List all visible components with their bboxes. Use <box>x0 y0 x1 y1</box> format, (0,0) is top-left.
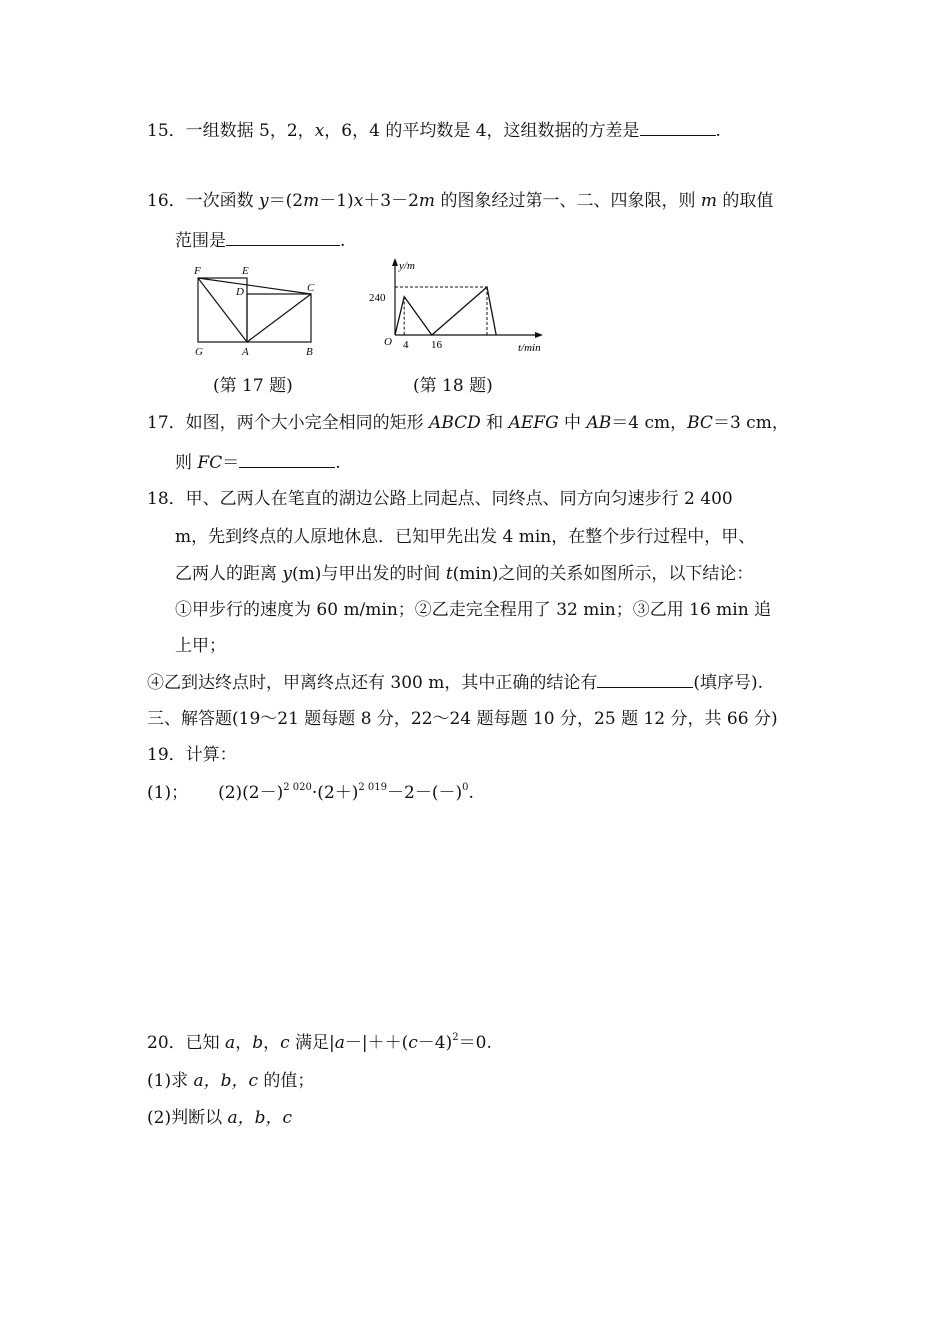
label-b: B <box>306 346 313 358</box>
answer-blank-18[interactable] <box>597 669 693 688</box>
answer-blank-16[interactable] <box>226 227 340 246</box>
exponent: 0 <box>462 782 469 793</box>
q18-line3-b: (m)与甲出发的时间 <box>292 564 446 584</box>
q17-t1: 如图，两个大小完全相同的矩形 <box>185 413 430 433</box>
q19-part-2 <box>218 783 474 803</box>
question-number: 16． <box>147 191 186 211</box>
question-18-line6 <box>147 669 763 696</box>
q19-p2-b: ·(2＋) <box>311 783 359 803</box>
x-axis-arrow <box>535 332 543 338</box>
var-x: x <box>353 191 364 211</box>
exponent: 2 019 <box>358 782 388 793</box>
var-c: c <box>408 1033 418 1053</box>
question-19-parts <box>147 780 474 806</box>
segment-fc-text: FC <box>197 453 223 473</box>
q16-t5: 的图象经过第一、二、四象限，则 <box>435 191 701 211</box>
question-18-line4: ①甲步行的速度为 60 m/min；②乙走完全程用了 32 min；③乙用 16 min 追 <box>175 600 772 620</box>
x-tick-16: 16 <box>431 339 442 351</box>
q17-t5: ＝3 cm， <box>712 413 789 433</box>
q17-line2-b: ＝ <box>222 453 240 473</box>
question-17 <box>147 410 789 436</box>
question-20-part-2 <box>147 1105 292 1131</box>
q16-t4: ＋3－2 <box>363 191 419 211</box>
question-19: 19．计算： <box>147 745 237 765</box>
var-a: a <box>225 1033 236 1053</box>
var-y: y <box>282 564 293 584</box>
question-20 <box>147 1030 492 1056</box>
q18-line3-a: 乙两人的距离 <box>175 564 283 584</box>
figure-18 <box>369 255 555 360</box>
q18-line6-a: ④乙到达终点时，甲离终点还有 300 m，其中正确的结论有 <box>147 673 598 693</box>
segment-bc: BC <box>687 413 713 433</box>
q20-p2-a: (2)判断以 <box>147 1108 228 1128</box>
y-tick-240: 240 <box>369 292 386 304</box>
q20-t6: －4) <box>417 1033 453 1053</box>
segment-ac <box>247 294 311 342</box>
label-a: A <box>242 346 249 358</box>
question-18 <box>147 486 733 512</box>
var-c: c <box>280 1033 290 1053</box>
q17-end: . <box>335 453 341 473</box>
question-number: 15． <box>147 121 186 141</box>
q19-part-1: (1)； <box>147 783 189 803</box>
q17-t2: 和 <box>480 413 509 433</box>
q16-t6: 的取值 <box>716 191 774 211</box>
q17-t4: ＝4 cm， <box>611 413 688 433</box>
vars-abc: a，b，c <box>193 1071 259 1091</box>
q15-text-a: 一组数据 5，2， <box>185 121 315 141</box>
rect-name-aefg: AEFG <box>508 413 559 433</box>
answer-blank-15[interactable] <box>640 117 716 136</box>
q16-t2: ＝(2 <box>268 191 304 211</box>
origin-label: O <box>384 336 392 348</box>
caption-18: (第 18 题) <box>413 376 493 396</box>
q16-t3: －1) <box>319 191 354 211</box>
q20-t7: ＝0. <box>458 1033 492 1053</box>
var-t: t <box>445 564 453 584</box>
section-3-title: 三、解答题(19～21 题每题 8 分，22～24 题每题 10 分，25 题 12 分，共 66 分) <box>147 709 778 729</box>
x-axis-label: t/min <box>518 342 541 354</box>
distance-line <box>395 287 496 335</box>
var-y: y <box>259 191 269 211</box>
figure-17 <box>190 260 330 360</box>
question-number: 18． <box>147 489 186 509</box>
var-m: m <box>700 191 717 211</box>
label-f: F <box>194 265 201 277</box>
caption-17: (第 17 题) <box>213 376 293 396</box>
label-d: D <box>236 286 244 298</box>
q20-t5: －|＋＋( <box>344 1033 409 1053</box>
q19-p2-a: (2)(2－) <box>218 783 284 803</box>
q20-p1-b: 的值； <box>258 1071 315 1091</box>
q16-line2-text: 范围是 <box>175 231 226 251</box>
q16-t1: 一次函数 <box>185 191 260 211</box>
q19-p2-d: . <box>468 783 474 803</box>
question-17-line2 <box>175 449 341 476</box>
x-tick-4: 4 <box>403 339 409 351</box>
q19-p2-c: －2－(－) <box>387 783 463 803</box>
segment-ab: AB <box>586 413 612 433</box>
q20-t2: ， <box>235 1033 253 1053</box>
question-18-line5: 上甲； <box>175 636 226 656</box>
segment-fc <box>198 278 311 294</box>
var-m: m <box>303 191 320 211</box>
y-axis-label: y/m <box>399 260 415 272</box>
q18-line1: 甲、乙两人在笔直的湖边公路上同起点、同终点、同方向匀速步行 2 400 <box>185 489 733 509</box>
q15-end: . <box>715 121 721 141</box>
question-18-line3 <box>175 561 753 587</box>
q20-p1-a: (1)求 <box>147 1071 194 1091</box>
question-20-part-1 <box>147 1068 314 1094</box>
question-15 <box>147 117 721 144</box>
q20-t1: 20．已知 <box>147 1033 226 1053</box>
q20-t3: ， <box>263 1033 281 1053</box>
q15-text-b: ，6，4 的平均数是 4，这组数据的方差是 <box>324 121 640 141</box>
var-x: x <box>314 121 325 141</box>
q17-t3: 中 <box>558 413 587 433</box>
rect-name-abcd: ABCD <box>429 413 481 433</box>
var-b: b <box>252 1033 264 1053</box>
exponent: 2 <box>452 1032 459 1043</box>
question-18-line2: m，先到终点的人原地休息．已知甲先出发 4 min，在整个步行过程中，甲、 <box>175 527 756 547</box>
question-number: 17． <box>147 413 186 433</box>
var-m: m <box>418 191 436 211</box>
label-e: E <box>242 265 249 277</box>
label-g: G <box>195 346 203 358</box>
q17-line2-a: 则 <box>175 453 198 473</box>
q18-line3-c: (min)之间的关系如图所示，以下结论： <box>452 564 754 584</box>
var-a: a <box>334 1033 345 1053</box>
q16-end: . <box>340 231 346 251</box>
q18-line6-b: (填序号). <box>693 673 764 693</box>
question-16 <box>147 188 773 214</box>
label-c: C <box>307 282 315 294</box>
y-axis-arrow <box>392 258 398 266</box>
vars-abc: a，b，c <box>227 1108 293 1128</box>
answer-blank-17[interactable] <box>239 449 335 468</box>
q20-t4: 满足| <box>289 1033 335 1053</box>
exponent: 2 020 <box>283 782 312 793</box>
question-16-line2 <box>175 227 345 254</box>
